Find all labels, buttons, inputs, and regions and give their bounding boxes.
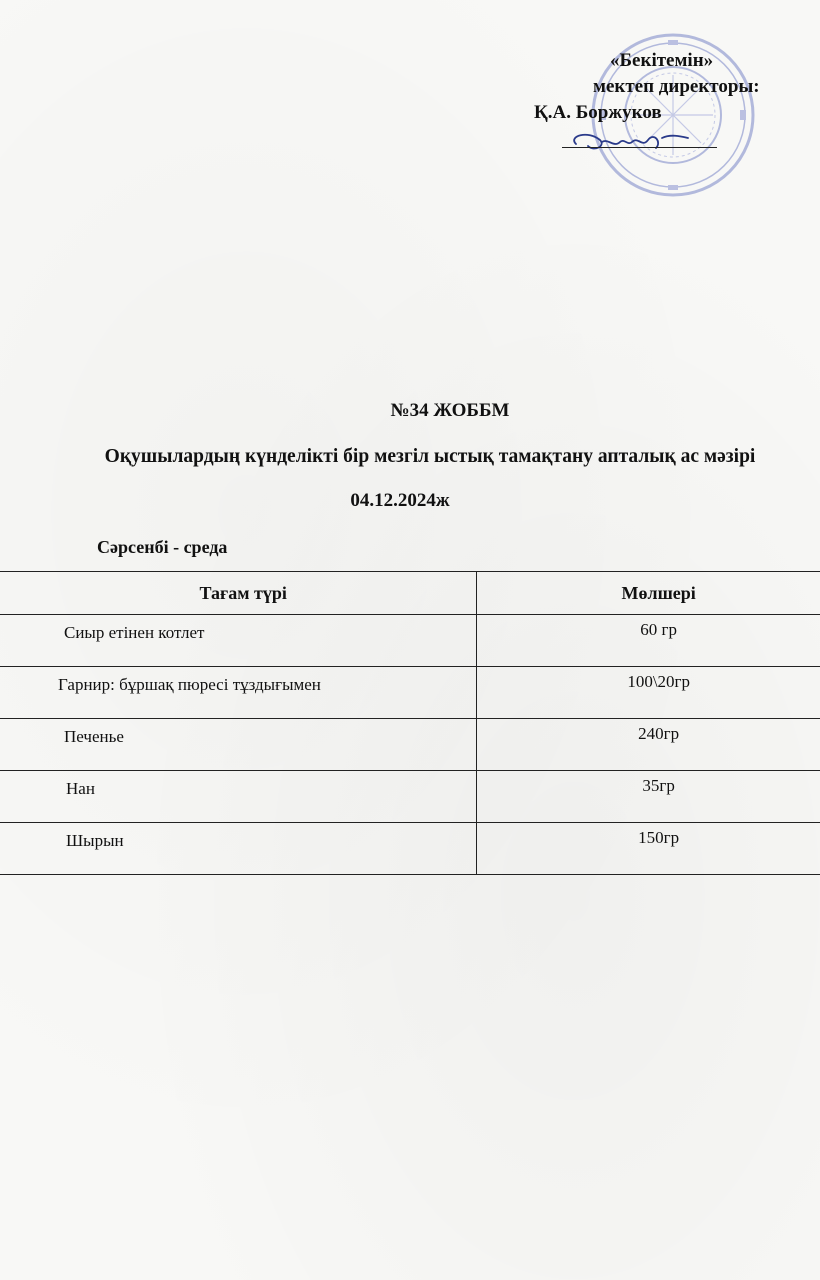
menu-title: Оқушылардың күнделікті бір мезгіл ыстық тамақтану апталық ас мәзірі: [104, 446, 756, 467]
signature-icon: [558, 122, 708, 162]
dish-cell: Шырын: [0, 823, 477, 875]
amount-cell: 240гр: [477, 719, 820, 771]
school-name: №34 ЖОББМ: [390, 400, 510, 421]
table-row: [0, 615, 820, 667]
column-header-dish: Тағам түрі: [0, 572, 477, 615]
amount-cell: 100\20гр: [477, 667, 820, 719]
dish-cell: Печенье: [0, 719, 477, 771]
day-label: Сәрсенбі - среда: [97, 537, 228, 557]
dish-cell: Сиыр етінен котлет: [0, 615, 477, 667]
approval-block: [534, 50, 808, 200]
dish-cell: Нан: [0, 771, 477, 823]
approval-name: Қ.А. Боржуков: [534, 102, 662, 123]
table-row: [0, 667, 820, 719]
table-row: [0, 719, 820, 771]
table-row: [0, 771, 820, 823]
amount-cell: 150гр: [477, 823, 820, 875]
table-header-row: [0, 572, 820, 615]
approval-title: «Бекітемін»: [610, 50, 714, 71]
approval-role: мектеп директоры:: [593, 76, 760, 97]
amount-cell: 60 гр: [477, 615, 820, 667]
menu-table: [0, 571, 820, 875]
amount-cell: 35гр: [477, 771, 820, 823]
column-header-amount: Мөлшері: [477, 572, 820, 615]
signature-line: [562, 147, 717, 148]
dish-cell: Гарнир: бұршақ пюресі тұздығымен: [0, 667, 477, 719]
menu-date: 04.12.2024ж: [350, 490, 450, 511]
table-row: [0, 823, 820, 875]
